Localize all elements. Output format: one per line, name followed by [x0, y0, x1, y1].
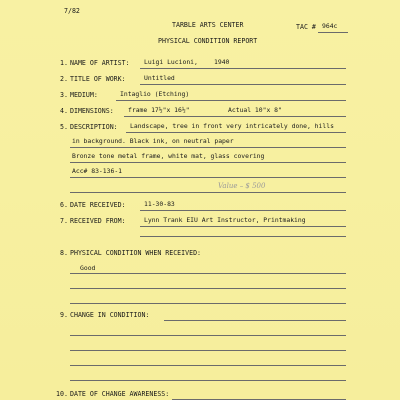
field-date-received-value: 11-30-83	[144, 200, 175, 208]
field-change-label: CHANGE IN CONDITION:	[70, 311, 150, 319]
field-date-received-label: DATE RECEIVED:	[70, 201, 126, 209]
change-rule-3	[70, 350, 346, 351]
field-dimensions-actual: Actual 10"x 8"	[228, 106, 282, 114]
field-received-from-rule-1	[140, 226, 346, 227]
field-1-num: 1.	[60, 59, 68, 67]
field-medium-rule	[116, 100, 346, 101]
field-received-from-label: RECEIVED FROM:	[70, 217, 126, 225]
field-4-num: 4.	[60, 107, 68, 115]
field-7-num: 7.	[60, 217, 68, 225]
corner-date: 7/82	[64, 7, 80, 15]
description-line-2: in background. Black ink, on neutral paper	[72, 137, 234, 145]
description-faint-note: Value – $ 500	[218, 182, 266, 190]
report-subtitle: PHYSICAL CONDITION REPORT	[158, 37, 258, 45]
condition-rule-2	[70, 288, 346, 289]
field-artist-label: NAME OF ARTIST:	[70, 59, 130, 67]
description-rule-3	[70, 162, 346, 163]
field-8-num: 8.	[60, 249, 68, 257]
change-rule-2	[70, 335, 346, 336]
description-rule-4	[70, 177, 346, 178]
field-artist-year: 1940	[214, 58, 230, 66]
field-title-label: TITLE OF WORK:	[70, 75, 126, 83]
field-2-num: 2.	[60, 75, 68, 83]
description-rule-2	[70, 147, 346, 148]
tac-number: 964c	[322, 22, 338, 30]
field-medium-label: MEDIUM:	[70, 91, 98, 99]
field-dimensions-frame: frame 17½"x 16½"	[128, 106, 190, 114]
field-artist-rule	[140, 68, 346, 69]
field-condition-value: Good	[80, 264, 96, 272]
field-dimensions-rule	[124, 116, 346, 117]
description-line-1: Landscape, tree in front very intricately done, hills	[130, 122, 334, 130]
field-condition-label: PHYSICAL CONDITION WHEN RECEIVED:	[70, 249, 202, 257]
change-rule-4	[70, 365, 346, 366]
field-description-label: DESCRIPTION:	[70, 123, 118, 131]
condition-rule-1	[70, 273, 346, 274]
description-rule-1	[126, 132, 346, 133]
field-artist-value: Luigi Lucioni,	[144, 58, 198, 66]
description-line-4: Acc# 83-136-1	[72, 167, 123, 175]
field-dimensions-label: DIMENSIONS:	[70, 107, 114, 115]
description-line-3: Bronze tone metal frame, white mat, glass covering	[72, 152, 265, 160]
tac-label: TAC #	[296, 23, 316, 31]
field-title-rule	[140, 84, 346, 85]
field-received-from-value: Lynn Trank EIU Art Instructor, Printmaking	[144, 216, 306, 224]
field-10-num: 10.	[56, 390, 68, 398]
field-9-num: 9.	[60, 311, 68, 319]
field-date-received-rule	[140, 210, 346, 211]
field-3-num: 3.	[60, 91, 68, 99]
field-received-from-rule-2	[140, 236, 346, 237]
field-5-num: 5.	[60, 123, 68, 131]
change-rule-5	[70, 380, 346, 381]
condition-rule-3	[70, 303, 346, 304]
field-title-value: Untitled	[144, 74, 175, 82]
description-rule-5	[70, 192, 346, 193]
change-rule-1	[164, 320, 346, 321]
field-awareness-label: DATE OF CHANGE AWARENESS:	[70, 390, 170, 398]
field-medium-value: Intaglio (Etching)	[120, 90, 190, 98]
org-title: TARBLE ARTS CENTER	[172, 21, 244, 29]
field-6-num: 6.	[60, 201, 68, 209]
tac-underline	[318, 32, 348, 33]
